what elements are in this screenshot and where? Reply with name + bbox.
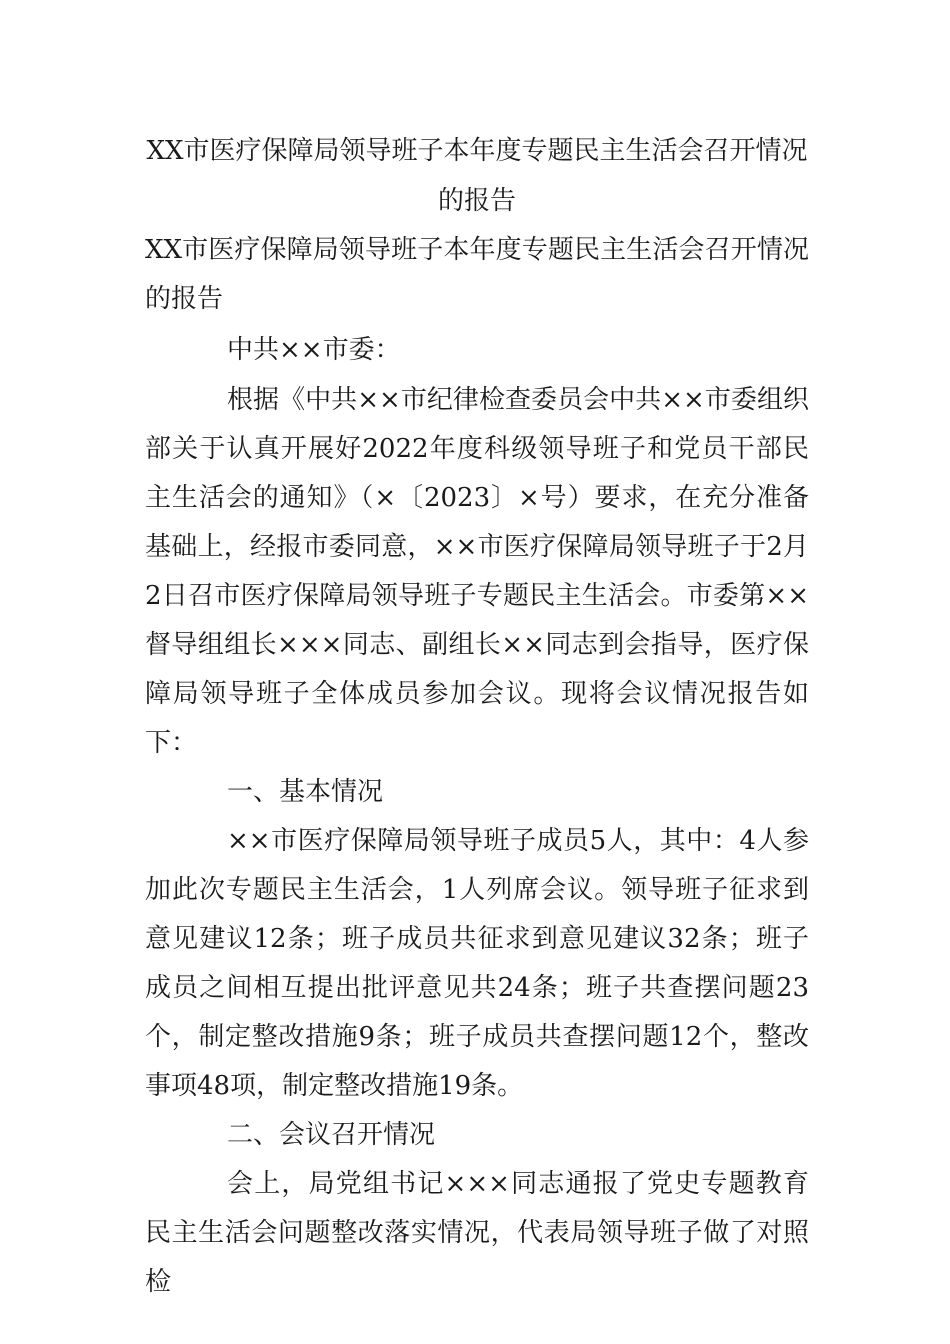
section-heading-basic: 一、基本情况	[227, 777, 384, 807]
document-title-line2: 的报告	[437, 186, 516, 216]
section-heading-meeting: 二、会议召开情况	[227, 1120, 436, 1150]
paragraph-meeting: 会上，局党组书记×××同志通报了党史专题教育民主生活会问题整改落实情况，代表局领导班子做了对照检	[145, 1169, 809, 1297]
document-subtitle: XX市医疗保障局领导班子本年度专题民主生活会召开情况的报告	[145, 235, 809, 314]
paragraph-intro: 根据《中共××市纪律检查委员会中共××市委组织部关于认真开展好2022年度科级领导班子和党员干部民主生活会的通知》（×〔2023〕×号）要求，在充分准备基础上，经报市委同意，××市医疗保障局领导班子于2月2日召市医疗保障局领导班子专题民主生活会。市委第××督导组组长×××同志、副组长××同志到会指导，医疗保障局领导班子全体成员参加会议。现将会议情况报告如下：	[145, 385, 809, 758]
paragraph-basic: ××市医疗保障局领导班子成员5人，其中：4人参加此次专题民主生活会，1人列席会议。领导班子征求到意见建议12条；班子成员共征求到意见建议32条；班子成员之间相互提出批评意见共24条；班子共查摆问题23个，制定整改措施9条；班子成员共查摆问题12个，整改事项48项，制定整改措施19条。	[145, 826, 809, 1101]
salutation: 中共××市委：	[227, 335, 401, 365]
document-title-line1: XX市医疗保障局领导班子本年度专题民主生活会召开情况	[146, 136, 808, 166]
document-body	[145, 226, 809, 1307]
